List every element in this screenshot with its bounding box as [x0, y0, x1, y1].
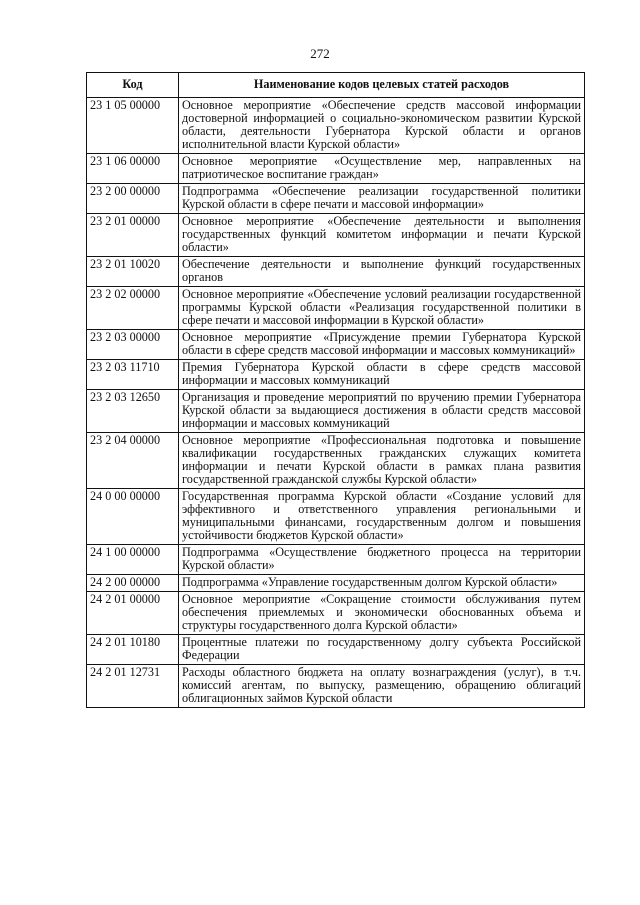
row-name: Основное мероприятие «Сокращение стоимости обслуживания путем обеспечения приемлемых и экономически обоснованных объема и структуры государственного долга Курской области»: [179, 592, 585, 635]
table-row: [87, 545, 585, 575]
row-name: Процентные платежи по государственному долгу субъекта Российской Федерации: [179, 635, 585, 665]
header-code: Код: [87, 73, 179, 98]
row-name: Подпрограмма «Осуществление бюджетного процесса на территории Курской области»: [179, 545, 585, 575]
row-name: Основное мероприятие «Осуществление мер, направленных на патриотическое воспитание граждан»: [179, 154, 585, 184]
table-row: [87, 489, 585, 545]
header-name: Наименование кодов целевых статей расходов: [179, 73, 585, 98]
row-code: 23 2 03 00000: [87, 330, 179, 360]
row-code: 24 2 01 10180: [87, 635, 179, 665]
row-code: 24 1 00 00000: [87, 545, 179, 575]
budget-codes-table: [86, 72, 585, 708]
row-name: Основное мероприятие «Профессиональная подготовка и повышение квалификации государственных гражданских служащих комитета информации и печати Курской области в рамках плана развития государственной гражданской службы Курской области»: [179, 433, 585, 489]
row-name: Основное мероприятие «Обеспечение условий реализации государственной программы Курской области «Реализация государственной политики в сфере печати и массовой информации в Курской области»: [179, 287, 585, 330]
table-row: [87, 360, 585, 390]
row-name: Организация и проведение мероприятий по вручению премии Губернатора Курской области за выдающиеся достижения в области средств массовой информации и массовых коммуникаций: [179, 390, 585, 433]
row-code: 24 2 00 00000: [87, 575, 179, 592]
row-code: 23 1 06 00000: [87, 154, 179, 184]
row-code: 23 1 05 00000: [87, 98, 179, 154]
row-code: 23 2 02 00000: [87, 287, 179, 330]
table-row: [87, 154, 585, 184]
row-code: 23 2 00 00000: [87, 184, 179, 214]
table-row: [87, 257, 585, 287]
row-code: 23 2 03 11710: [87, 360, 179, 390]
table-header-row: [87, 73, 585, 98]
row-name: Премия Губернатора Курской области в сфере средств массовой информации и массовых коммуникаций: [179, 360, 585, 390]
table-row: [87, 330, 585, 360]
row-name: Подпрограмма «Обеспечение реализации государственной политики Курской области в сфере печати и массовой информации»: [179, 184, 585, 214]
row-name: Государственная программа Курской области «Создание условий для эффективного и ответственного управления региональными и муниципальными финансами, государственным долгом и повышения устойчивости бюджетов Курской области»: [179, 489, 585, 545]
row-code: 24 2 01 00000: [87, 592, 179, 635]
row-code: 23 2 04 00000: [87, 433, 179, 489]
row-code: 24 2 01 12731: [87, 665, 179, 708]
table-row: [87, 214, 585, 257]
page-number: 272: [310, 46, 330, 61]
row-code: 24 0 00 00000: [87, 489, 179, 545]
table-row: [87, 592, 585, 635]
table-row: [87, 635, 585, 665]
table-row: [87, 433, 585, 489]
table-row: [87, 98, 585, 154]
row-name: Обеспечение деятельности и выполнение функций государственных органов: [179, 257, 585, 287]
row-code: 23 2 01 10020: [87, 257, 179, 287]
row-name: Основное мероприятие «Присуждение премии Губернатора Курской области в сфере средств массовой информации и массовых коммуникаций»: [179, 330, 585, 360]
row-name: Основное мероприятие «Обеспечение деятельности и выполнения государственных функций комитетом информации и печати Курской области»: [179, 214, 585, 257]
table-row: [87, 575, 585, 592]
row-name: Основное мероприятие «Обеспечение средств массовой информации достоверной информацией о социально-экономическом развитии Курской области, деятельности Губернатора Курской области и органов исполнительной власти Курской области»: [179, 98, 585, 154]
table-row: [87, 287, 585, 330]
table-row: [87, 665, 585, 708]
table-row: [87, 184, 585, 214]
table-row: [87, 390, 585, 433]
row-name: Расходы областного бюджета на оплату вознаграждения (услуг), в т.ч. комиссий агентам, по выпуску, размещению, обращению облигаций облигационных займов Курской области: [179, 665, 585, 708]
row-name: Подпрограмма «Управление государственным долгом Курской области»: [179, 575, 585, 592]
row-code: 23 2 03 12650: [87, 390, 179, 433]
table-body: [87, 98, 585, 708]
row-code: 23 2 01 00000: [87, 214, 179, 257]
